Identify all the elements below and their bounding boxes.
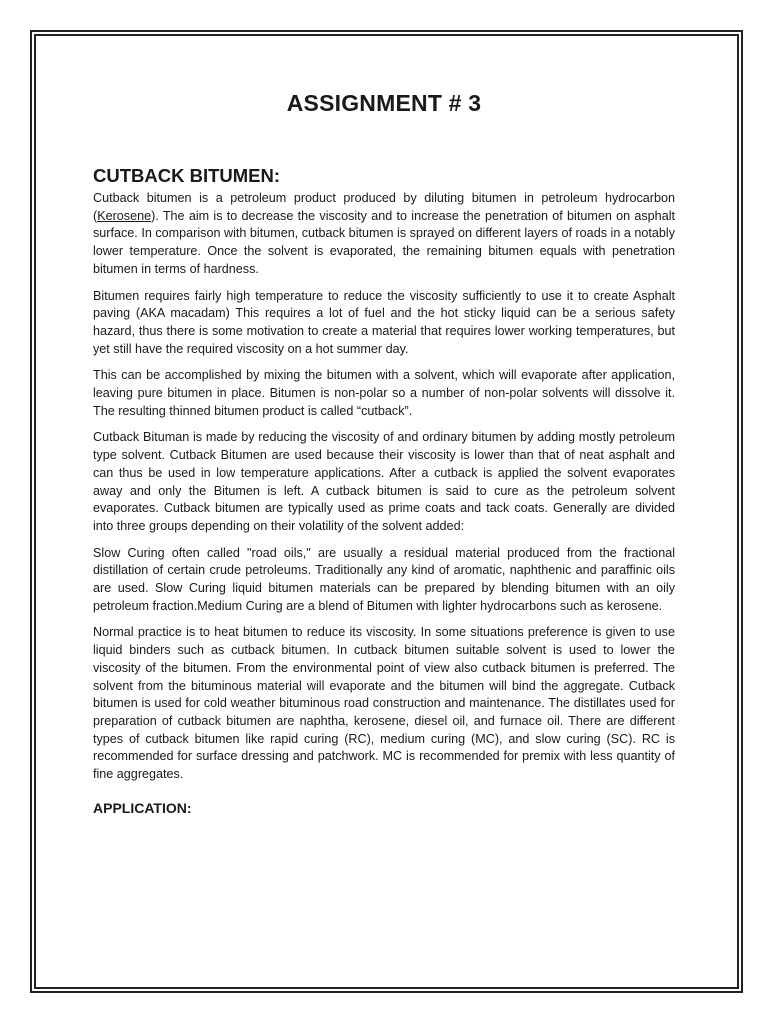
document-body — [93, 90, 675, 816]
paragraph-5: Slow Curing often called "road oils," are usually a residual material produced from the fractional distillation of certain crude petroleums. Traditionally any kind of aromatic, naphthenic and paraffinic oils are used. Slow Curing liquid bitumen materials can be prepared by blending bitumen with an oily petroleum fraction.Medium Curing are a blend of Bitumen with lighter hydrocarbons such as kerosene. — [93, 545, 675, 613]
paragraph-2: Bitumen requires fairly high temperature to reduce the viscosity sufficiently to use it to create Asphalt paving (AKA macadam) This requires a lot of fuel and the hot sticky liquid can be a serious safety hazard, thus there is some motivation to create a material that requires lower working temperatures, but yet still have the required viscosity on a hot summer day. — [93, 288, 675, 356]
paragraph-1 — [93, 190, 675, 279]
document-title: ASSIGNMENT # 3 — [286, 90, 482, 116]
paragraph-6: Normal practice is to heat bitumen to reduce its viscosity. In some situations preference is given to use liquid binders such as cutback bitumen. In cutback bitumen suitable solvent is used to lower the viscosity of the bitumen. From the environmental point of view also cutback bitumen is preferred. The solvent from the bituminous material will evaporate and the bitumen will bind the aggregate. Cutback bitumen is used for cold weather bituminous road construction and maintenance. The distillates used for preparation of cutback bitumen are naphtha, kerosene, diesel oil, and furnace oil. There are different types of cutback bitumen like rapid curing (RC), medium curing (MC), and slow curing (SC). RC is recommended for surface dressing and patchwork. MC is recommended for premix with less quantity of fine aggregates. — [93, 625, 675, 782]
kerosene-link[interactable]: Kerosene — [97, 208, 152, 223]
paragraph-1-text-before: Cutback bitumen is a petroleum product produced by diluting bitumen in petroleum hydrocarbon ( — [93, 191, 675, 223]
paragraph-3: This can be accomplished by mixing the bitumen with a solvent, which will evaporate after application, leaving pure bitumen in place. Bitumen is non-polar so a number of non-polar solvents will dissolve it. The resulting thinned bitumen product is called “cutback”. — [93, 368, 675, 418]
section-heading-application: APPLICATION: — [93, 799, 192, 816]
paragraph-1-text-after: ). The aim is to decrease the viscosity and to increase the penetration of bitumen on asphalt surface. In comparison with bitumen, cutback bitumen is sprayed on different layers of roads in a notably lower temperature. Once the solvent is evaporated, the remaining bitumen equals with penetration bitumen in terms of hardness. — [93, 208, 675, 276]
section-heading-cutback-bitumen: CUTBACK BITUMEN: — [93, 165, 281, 186]
paragraph-4: Cutback Bituman is made by reducing the viscosity of and ordinary bitumen by adding mostly petroleum type solvent. Cutback Bitumen are used because their viscosity is lower than that of neat asphalt and can thus be used in low temperature applications. After a cutback is applied the solvent evaporates away and only the Bitumen is left. A cutback bitumen is said to cure as the petroleum solvent evaporates. Cutback bitumen are typically used as prime coats and tack coats. Generally are divided into three groups depending on their volatility of the solvent added: — [93, 430, 675, 533]
